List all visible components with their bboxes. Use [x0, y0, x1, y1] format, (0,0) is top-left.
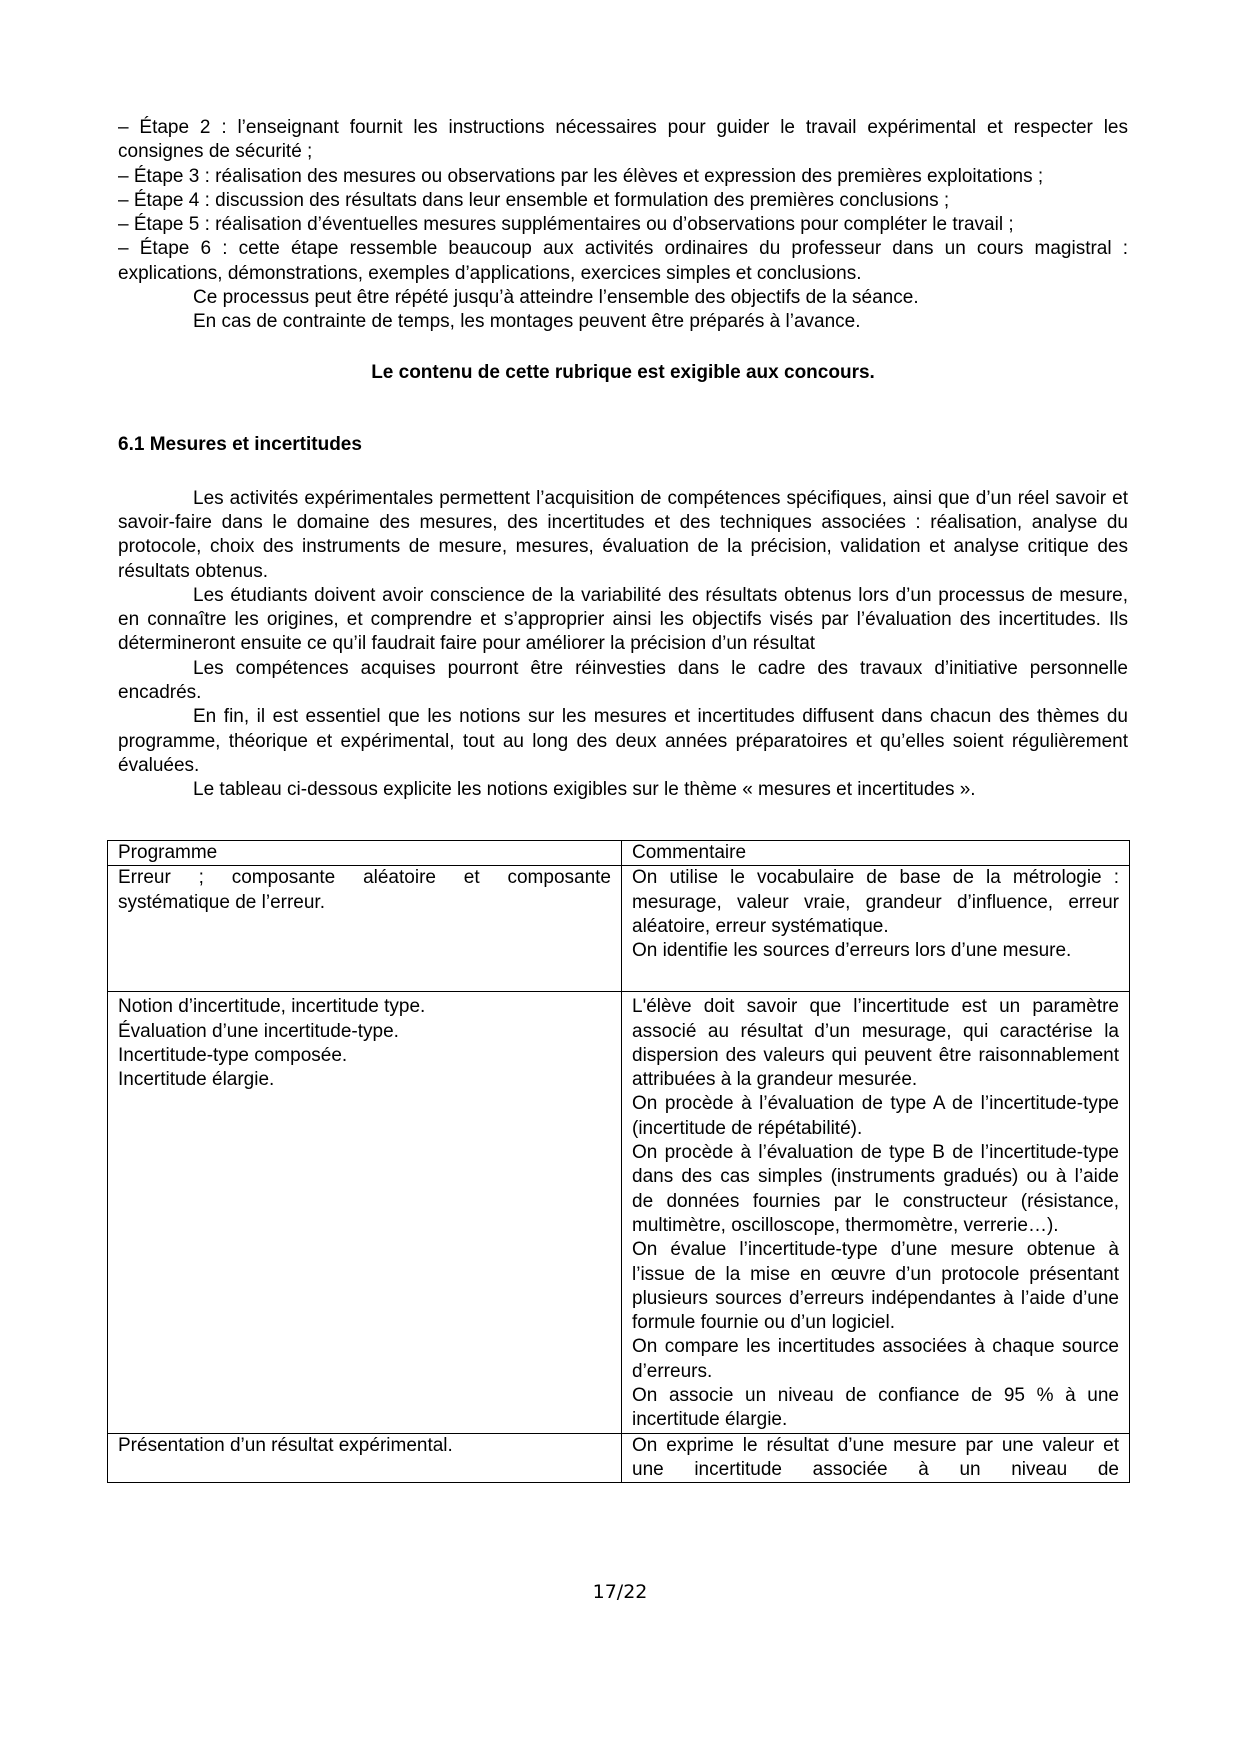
commentaire-text: On associe un niveau de confiance de 95 % à une incertitude élargie. — [632, 1385, 1119, 1431]
section-paragraph: Le tableau ci-dessous explicite les notions exigibles sur le thème « mesures et incertitudes ». — [193, 779, 976, 801]
programme-text: Incertitude-type composée. — [118, 1044, 348, 1066]
step-3: – Étape 3 : réalisation des mesures ou observations par les élèves et expression des premières exploitations ; — [118, 165, 1044, 187]
commentaire-cell — [622, 866, 1130, 992]
commentaire-text: On utilise le vocabulaire de base de la métrologie : mesurage, valeur vraie, grandeur d’influence, erreur aléatoire, erreur systématique. — [632, 867, 1119, 937]
programme-cell — [108, 866, 622, 992]
commentaire-text: On exprime le résultat d’une mesure par une valeur et une incertitude associée à un niveau de — [632, 1434, 1119, 1480]
intro-paragraph: Ce processus peut être répété jusqu’à atteindre l’ensemble des objectifs de la séance. — [193, 287, 919, 309]
programme-cell — [108, 992, 622, 1433]
commentaire-cell — [622, 992, 1130, 1433]
step-list — [118, 116, 1128, 286]
step-6: – Étape 6 : cette étape ressemble beaucoup aux activités ordinaires du professeur dans un cours magistral : explications, démonstrations, exemples d’applications, exercices simples et conclusions. — [118, 238, 1128, 284]
section-paragraph: Les activités expérimentales permettent l’acquisition de compétences spécifiques, ainsi que d’un réel savoir et savoir-faire dans le domaine des mesures, des incertitudes et des techniques associées : réalisation, analyse du protocole, choix des instruments de mesure, mesures, évaluation de la précision, validation et analyse critique des résultats obtenus. — [118, 487, 1128, 582]
step-5: – Étape 5 : réalisation d’éventuelles mesures supplémentaires ou d’observations pour compléter le travail ; — [118, 214, 1014, 236]
programme-cell — [108, 1433, 622, 1483]
commentaire-cell — [622, 1433, 1130, 1483]
section-paragraph: En fin, il est essentiel que les notions sur les mesures et incertitudes diffusent dans chacun des thèmes du programme, théorique et expérimental, tout au long des deux années préparatoires et qu’elles soient régulièrement évaluées. — [118, 706, 1128, 776]
commentaire-text: On procède à l’évaluation de type B de l’incertitude-type dans des cas simples (instruments gradués) ou à l’aide de données fournies par le constructeur (résistance, multimètre, oscilloscope, thermomètre, verrerie…). — [632, 1142, 1119, 1236]
page-body — [118, 116, 1128, 803]
notions-table — [107, 840, 1130, 1483]
commentaire-text: On compare les incertitudes associées à chaque source d’erreurs. — [632, 1336, 1119, 1382]
programme-text: Incertitude élargie. — [118, 1069, 275, 1091]
programme-text: Erreur ; composante aléatoire et composante systématique de l’erreur. — [118, 867, 611, 913]
header-programme: Programme — [108, 841, 622, 866]
programme-text: Présentation d’un résultat expérimental. — [118, 1434, 453, 1456]
table-row — [108, 992, 1130, 1433]
commentaire-text: On évalue l’incertitude-type d’une mesure obtenue à l’issue de la mise en œuvre d’un protocole présentant plusieurs sources d’erreurs indépendantes à l’aide d’une formule fournie ou d’un logiciel. — [632, 1239, 1119, 1334]
section-paragraph: Les compétences acquises pourront être réinvesties dans le cadre des travaux d’initiative personnelle encadrés. — [118, 657, 1128, 704]
page-number: 17/22 — [592, 1581, 648, 1603]
table-row — [108, 866, 1130, 992]
exigible-notice: Le contenu de cette rubrique est exigible aux concours. — [371, 361, 875, 383]
section-title: 6.1 Mesures et incertitudes — [118, 433, 362, 455]
step-2: – Étape 2 : l’enseignant fournit les instructions nécessaires pour guider le travail expérimental et respecter les consignes de sécurité ; — [118, 117, 1128, 163]
commentaire-text: On identifie les sources d’erreurs lors d’une mesure. — [632, 940, 1072, 962]
programme-text: Évaluation d’une incertitude-type. — [118, 1020, 399, 1042]
intro-paragraph: En cas de contrainte de temps, les montages peuvent être préparés à l’avance. — [193, 311, 861, 333]
table-header-row — [108, 841, 1130, 866]
commentaire-text: On procède à l’évaluation de type A de l’incertitude-type (incertitude de répétabilité). — [632, 1093, 1119, 1139]
programme-text: Notion d’incertitude, incertitude type. — [118, 996, 426, 1018]
commentaire-text: L'élève doit savoir que l’incertitude est un paramètre associé au résultat d’un mesurage, qui caractérise la dispersion des valeurs qui peuvent être raisonnablement attribuées à la grandeur mesurée. — [632, 996, 1119, 1091]
header-commentaire: Commentaire — [622, 841, 1130, 866]
step-4: – Étape 4 : discussion des résultats dans leur ensemble et formulation des premières conclusions ; — [118, 189, 950, 211]
table-row — [108, 1433, 1130, 1483]
section-paragraph: Les étudiants doivent avoir conscience de la variabilité des résultats obtenus lors d’un processus de mesure, en connaître les origines, et comprendre et s’approprier ainsi les objectifs visés par l’évaluation des incertitudes. Ils détermineront ensuite ce qu’il faudrait faire pour améliorer la précision d’un résultat — [118, 584, 1128, 655]
